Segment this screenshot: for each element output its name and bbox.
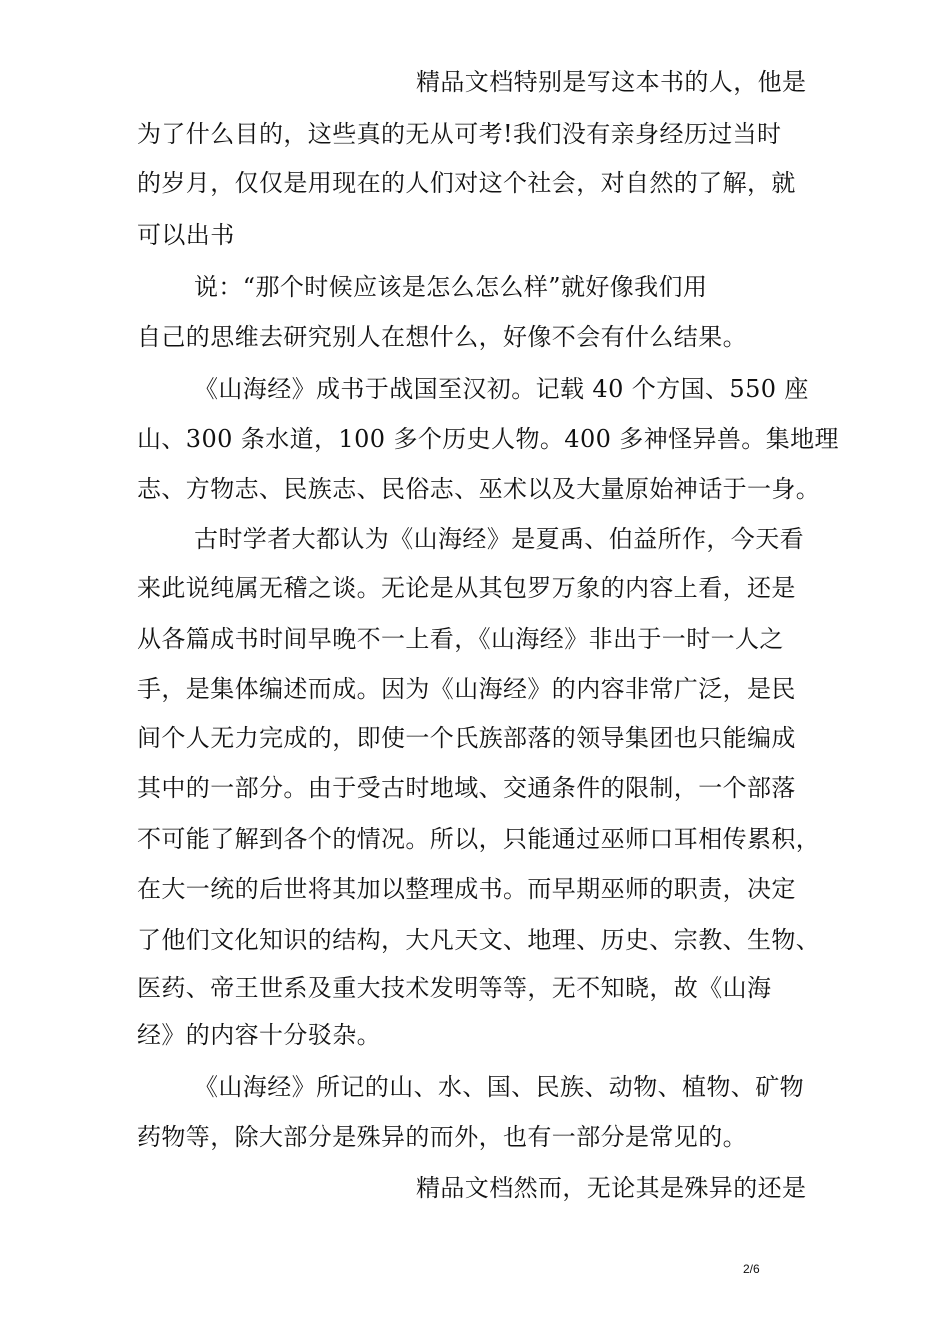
text-line-2: 为了什么目的，这些真的无从可考!我们没有亲身经历过当时 — [137, 120, 782, 148]
text-line-17: 在大一统的后世将其加以整理成书。而早期巫师的职责，决定 — [137, 875, 796, 903]
text-line-13: 手，是集体编述而成。因为《山海经》的内容非常广泛，是民 — [137, 675, 796, 703]
text-line-12: 从各篇成书时间早晚不一上看，《山海经》非出于一时一人之 — [137, 625, 784, 653]
text-line-16: 不可能了解到各个的情况。所以，只能通过巫师口耳相传累积， — [137, 825, 821, 853]
text-line-7: 《山海经》成书于战国至汉初。记载 40 个方国、550 座 — [194, 375, 809, 403]
text-line-20: 经》的内容十分驳杂。 — [137, 1021, 381, 1049]
text-line-18: 了他们文化知识的结构，大凡天文、地理、历史、宗教、生物、 — [137, 926, 821, 954]
text-line-21: 《山海经》所记的山、水、国、民族、动物、植物、矿物 — [194, 1073, 804, 1101]
text-line-8: 山、300 条水道，100 多个历史人物。400 多神怪异兽。集地理 — [137, 425, 839, 453]
text-line-5: 说：“那个时候应该是怎么怎么样”就好像我们用 — [194, 273, 708, 301]
text-line-4: 可以出书 — [137, 221, 235, 249]
text-line-22: 药物等，除大部分是殊异的而外，也有一部分是常见的。 — [137, 1123, 747, 1151]
text-line-15: 其中的一部分。由于受古时地域、交通条件的限制，一个部落 — [137, 774, 796, 802]
text-line-9: 志、方物志、民族志、民俗志、巫术以及大量原始神话于一身。 — [137, 475, 821, 503]
page-number: 2/6 — [743, 1262, 760, 1276]
text-line-11: 来此说纯属无稽之谈。无论是从其包罗万象的内容上看，还是 — [137, 574, 796, 602]
text-line-6: 自己的思维去研究别人在想什么，好像不会有什么结果。 — [137, 323, 747, 351]
text-line-23: 精品文档然而，无论其是殊异的还是 — [416, 1174, 807, 1202]
text-line-3: 的岁月，仅仅是用现在的人们对这个社会，对自然的了解，就 — [137, 169, 796, 197]
text-line-14: 间个人无力完成的，即使一个氏族部落的领导集团也只能编成 — [137, 724, 796, 752]
text-line-19: 医药、帝王世系及重大技术发明等等，无不知晓，故《山海 — [137, 974, 772, 1002]
text-line-10: 古时学者大都认为《山海经》是夏禹、伯益所作，今天看 — [194, 525, 804, 553]
text-line-1: 精品文档特别是写这本书的人，他是 — [416, 68, 807, 96]
